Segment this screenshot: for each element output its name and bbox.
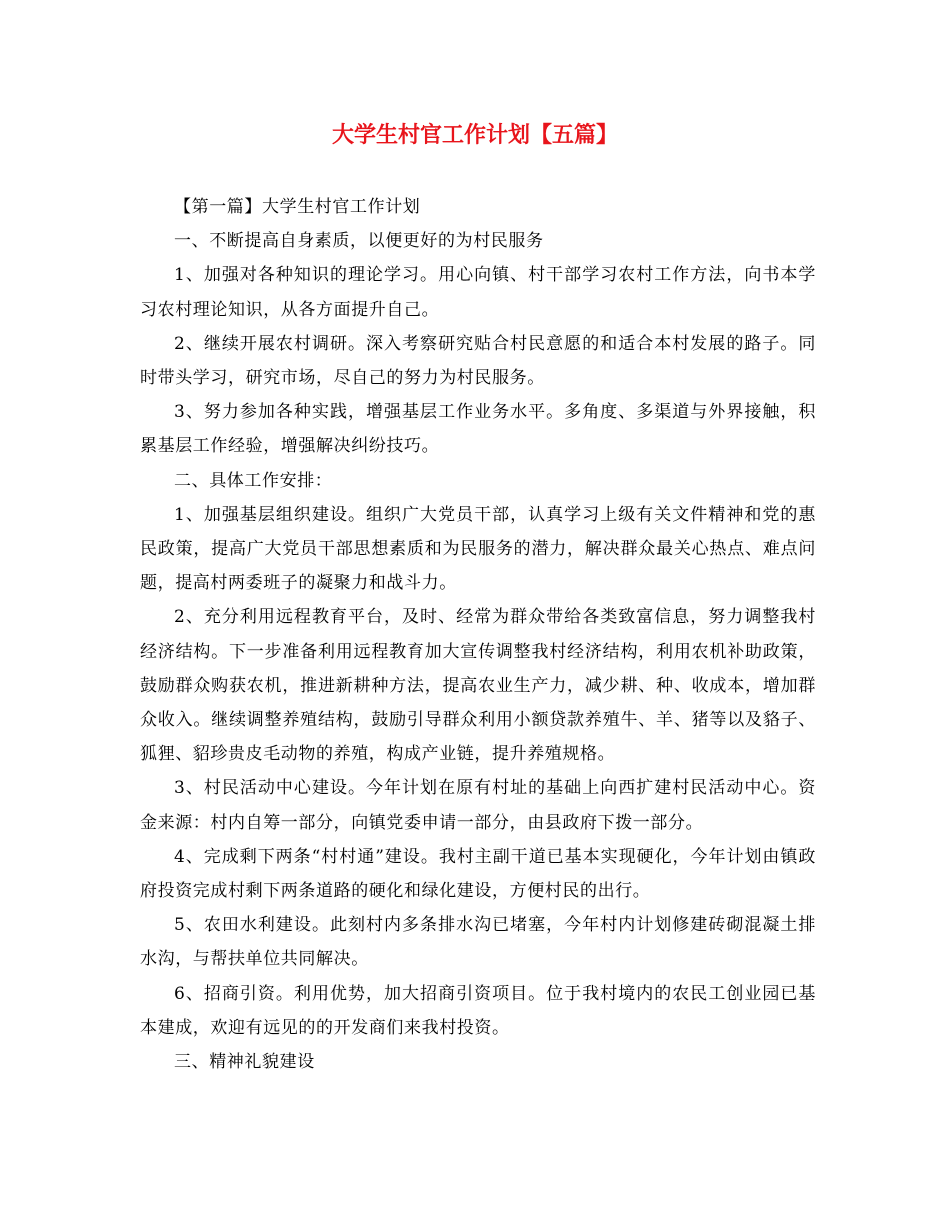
paragraph-2-5: 5、农田水利建设。此刻村内多条排水沟已堵塞，今年村内计划修建砖砌混凝土排水沟，与帮扶单位共同解决。 xyxy=(140,915,816,970)
document-title: 大学生村官工作计划【五篇】 xyxy=(331,122,618,148)
paragraph-1-3: 3、努力参加各种实践，增强基层工作业务水平。多角度、多渠道与外界接触，积累基层工作经验，增强解决纠纷技巧。 xyxy=(140,402,816,457)
section-heading-two: 二、具体工作安排： xyxy=(174,470,333,491)
paragraph-1-1: 1、加强对各种知识的理论学习。用心向镇、村干部学习农村工作方法，向书本学习农村理论知识，从各方面提升自己。 xyxy=(140,265,816,320)
paragraph-2-6: 6、招商引资。利用优势，加大招商引资项目。位于我村境内的农民工创业园已基本建成，欢迎有远见的的开发商们来我村投资。 xyxy=(140,983,816,1038)
document-body xyxy=(140,190,816,1079)
paragraph-2-1: 1、加强基层组织建设。组织广大党员干部，认真学习上级有关文件精神和党的惠民政策，提高广大党员干部思想素质和为民服务的潜力，解决群众最关心热点、难点问题，提高村两委班子的凝聚力和战斗力。 xyxy=(140,504,816,594)
section-heading-part-one: 【第一篇】大学生村官工作计划 xyxy=(174,197,421,217)
paragraph-2-4: 4、完成剩下两条“村村通”建设。我村主副干道已基本实现硬化，今年计划由镇政府投资完成村剩下两条道路的硬化和绿化建设，方便村民的出行。 xyxy=(140,846,816,902)
paragraph-2-3: 3、村民活动中心建设。今年计划在原有村址的基础上向西扩建村民活动中心。资金来源：村内自筹一部分，向镇党委申请一部分，由县政府下拨一部分。 xyxy=(140,778,816,833)
section-heading-three: 三、精神礼貌建设 xyxy=(174,1052,315,1073)
paragraph-1-2: 2、继续开展农村调研。深入考察研究贴合村民意愿的和适合本村发展的路子。同时带头学习，研究市场，尽自己的努力为村民服务。 xyxy=(140,333,816,389)
paragraph-2-2: 2、充分利用远程教育平台，及时、经常为群众带给各类致富信息，努力调整我村经济结构。下一步准备利用远程教育加大宣传调整我村经济结构，利用农机补助政策，鼓励群众购获农机，推进新耕种方法，提高农业生产力，减少耕、种、收成本，增加群众收入。继续调整养殖结构，鼓励引导群众利用小额贷款养殖牛、羊、猪等以及貉子、狐狸、貂珍贵皮毛动物的养殖，构成产业链，提升养殖规格。 xyxy=(140,607,816,765)
section-heading-one: 一、不断提高自身素质，以便更好的为村民服务 xyxy=(174,231,544,252)
